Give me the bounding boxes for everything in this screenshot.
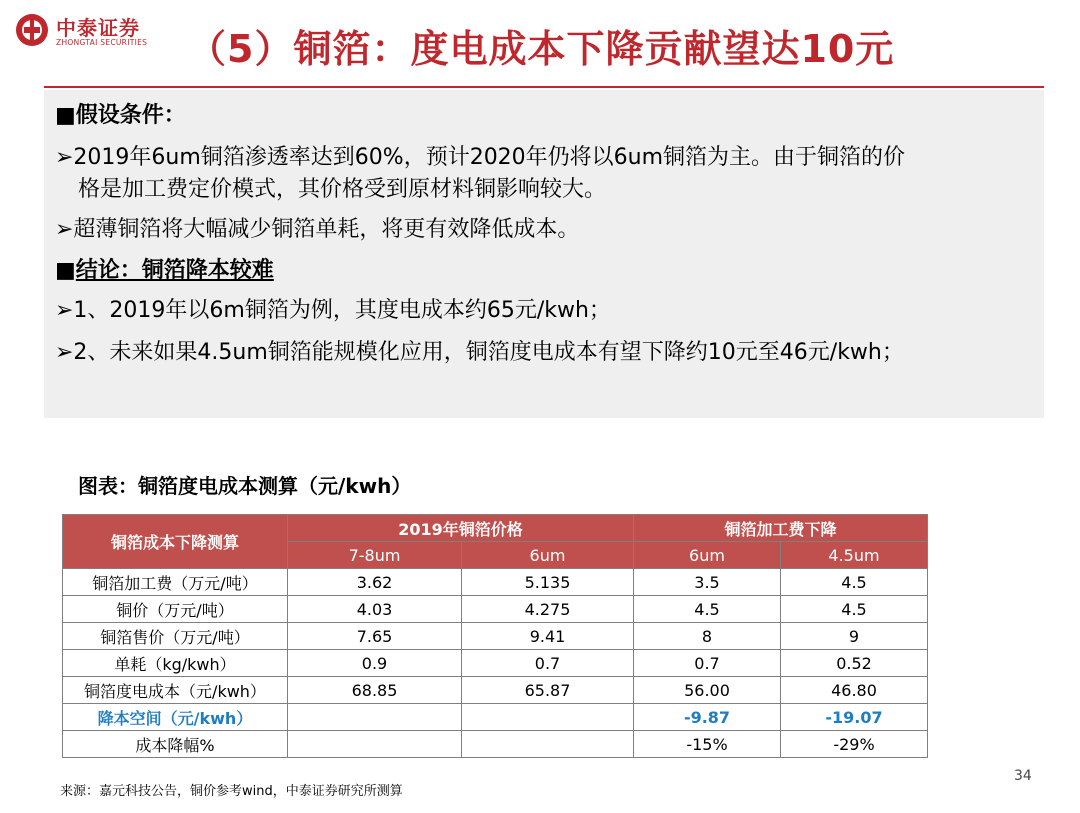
group-header-fee-drop: 铜箔加工费下降 xyxy=(634,515,928,542)
conclusion-heading xyxy=(55,253,274,284)
row-label: 铜箔度电成本（元/kwh） xyxy=(63,677,288,704)
table-row-highlight xyxy=(63,704,928,731)
table-cell: 0.7 xyxy=(634,650,781,677)
table-caption: 图表：铜箔度电成本测算（元/kwh） xyxy=(78,474,412,498)
table-cell: 4.5 xyxy=(634,596,781,623)
logo-english-name: ZHONGTAI SECURITIES xyxy=(56,38,148,47)
table-cell: 0.7 xyxy=(462,650,634,677)
title-divider xyxy=(44,86,1044,88)
table-row xyxy=(63,596,928,623)
slide-title: （5）铜箔：度电成本下降贡献望达10元 xyxy=(188,27,895,71)
brand-logo xyxy=(14,10,164,58)
table-cell xyxy=(462,731,634,758)
table-cell: 65.87 xyxy=(462,677,634,704)
table-cell: -9.87 xyxy=(634,704,781,731)
table-cell: 4.5 xyxy=(781,569,928,596)
table-cell: -29% xyxy=(781,731,928,758)
table-row xyxy=(63,677,928,704)
conclusion-bullet-2: ➢2、未来如果4.5um铜箔能规模化应用，铜箔度电成本有望下降约10元至46元/kwh； xyxy=(55,340,904,365)
conclusion-heading-text: 结论：铜箔降本较难 xyxy=(75,258,274,283)
row-label: 成本降幅% xyxy=(63,731,288,758)
table-cell: 9.41 xyxy=(462,623,634,650)
zhongtai-logo-icon xyxy=(14,12,50,48)
col-header: 6um xyxy=(634,542,781,569)
col-header: 6um xyxy=(462,542,634,569)
row-label: 单耗（kg/kwh） xyxy=(63,650,288,677)
table-cell: 56.00 xyxy=(634,677,781,704)
page-number: 34 xyxy=(1014,768,1032,784)
table-row xyxy=(63,569,928,596)
table-cell: 4.5 xyxy=(781,596,928,623)
table-cell: 46.80 xyxy=(781,677,928,704)
assumption-bullet-1-cont: 格是加工费定价模式，其价格受到原材料铜影响较大。 xyxy=(78,177,607,202)
table-row xyxy=(63,731,928,758)
table-cell: 0.52 xyxy=(781,650,928,677)
conclusion-bullet-1: ➢1、2019年以6m铜箔为例，其度电成本约65元/kwh； xyxy=(55,298,611,323)
row-label: 铜价（万元/吨） xyxy=(63,596,288,623)
table-cell xyxy=(288,704,462,731)
table-cell: 4.03 xyxy=(288,596,462,623)
table-cell: 5.135 xyxy=(462,569,634,596)
table-row xyxy=(63,650,928,677)
row-label: 铜箔售价（万元/吨） xyxy=(63,623,288,650)
table-cell: 68.85 xyxy=(288,677,462,704)
col-header: 4.5um xyxy=(781,542,928,569)
table-header-row xyxy=(63,515,928,542)
conclusion-marker: ■ xyxy=(55,258,76,283)
table-cell xyxy=(462,704,634,731)
table-row xyxy=(63,623,928,650)
table-corner-header: 铜箔成本下降测算 xyxy=(63,515,288,569)
table-cell: 0.9 xyxy=(288,650,462,677)
assumption-bullet-2: ➢超薄铜箔将大幅减少铜箔单耗，将更有效降低成本。 xyxy=(55,217,580,242)
table-cell: -19.07 xyxy=(781,704,928,731)
col-header: 7-8um xyxy=(288,542,462,569)
table-cell: 9 xyxy=(781,623,928,650)
table-cell xyxy=(288,731,462,758)
table-cell: 3.5 xyxy=(634,569,781,596)
logo-chinese-name: 中泰证券 xyxy=(56,16,140,40)
table-cell: 4.275 xyxy=(462,596,634,623)
row-label: 降本空间（元/kwh） xyxy=(63,704,288,731)
table-cell: 8 xyxy=(634,623,781,650)
cost-table xyxy=(62,514,928,758)
source-note: 来源：嘉元科技公告，铜价参考wind，中泰证券研究所测算 xyxy=(60,784,403,799)
row-label: 铜箔加工费（万元/吨） xyxy=(63,569,288,596)
assumptions-heading: ■假设条件： xyxy=(55,103,186,128)
table-cell: -15% xyxy=(634,731,781,758)
table-cell: 7.65 xyxy=(288,623,462,650)
table-cell: 3.62 xyxy=(288,569,462,596)
group-header-2019: 2019年铜箔价格 xyxy=(288,515,634,542)
assumption-bullet-1: ➢2019年6um铜箔渗透率达到60%，预计2020年仍将以6um铜箔为主。由于铜箔的价 xyxy=(55,145,906,170)
